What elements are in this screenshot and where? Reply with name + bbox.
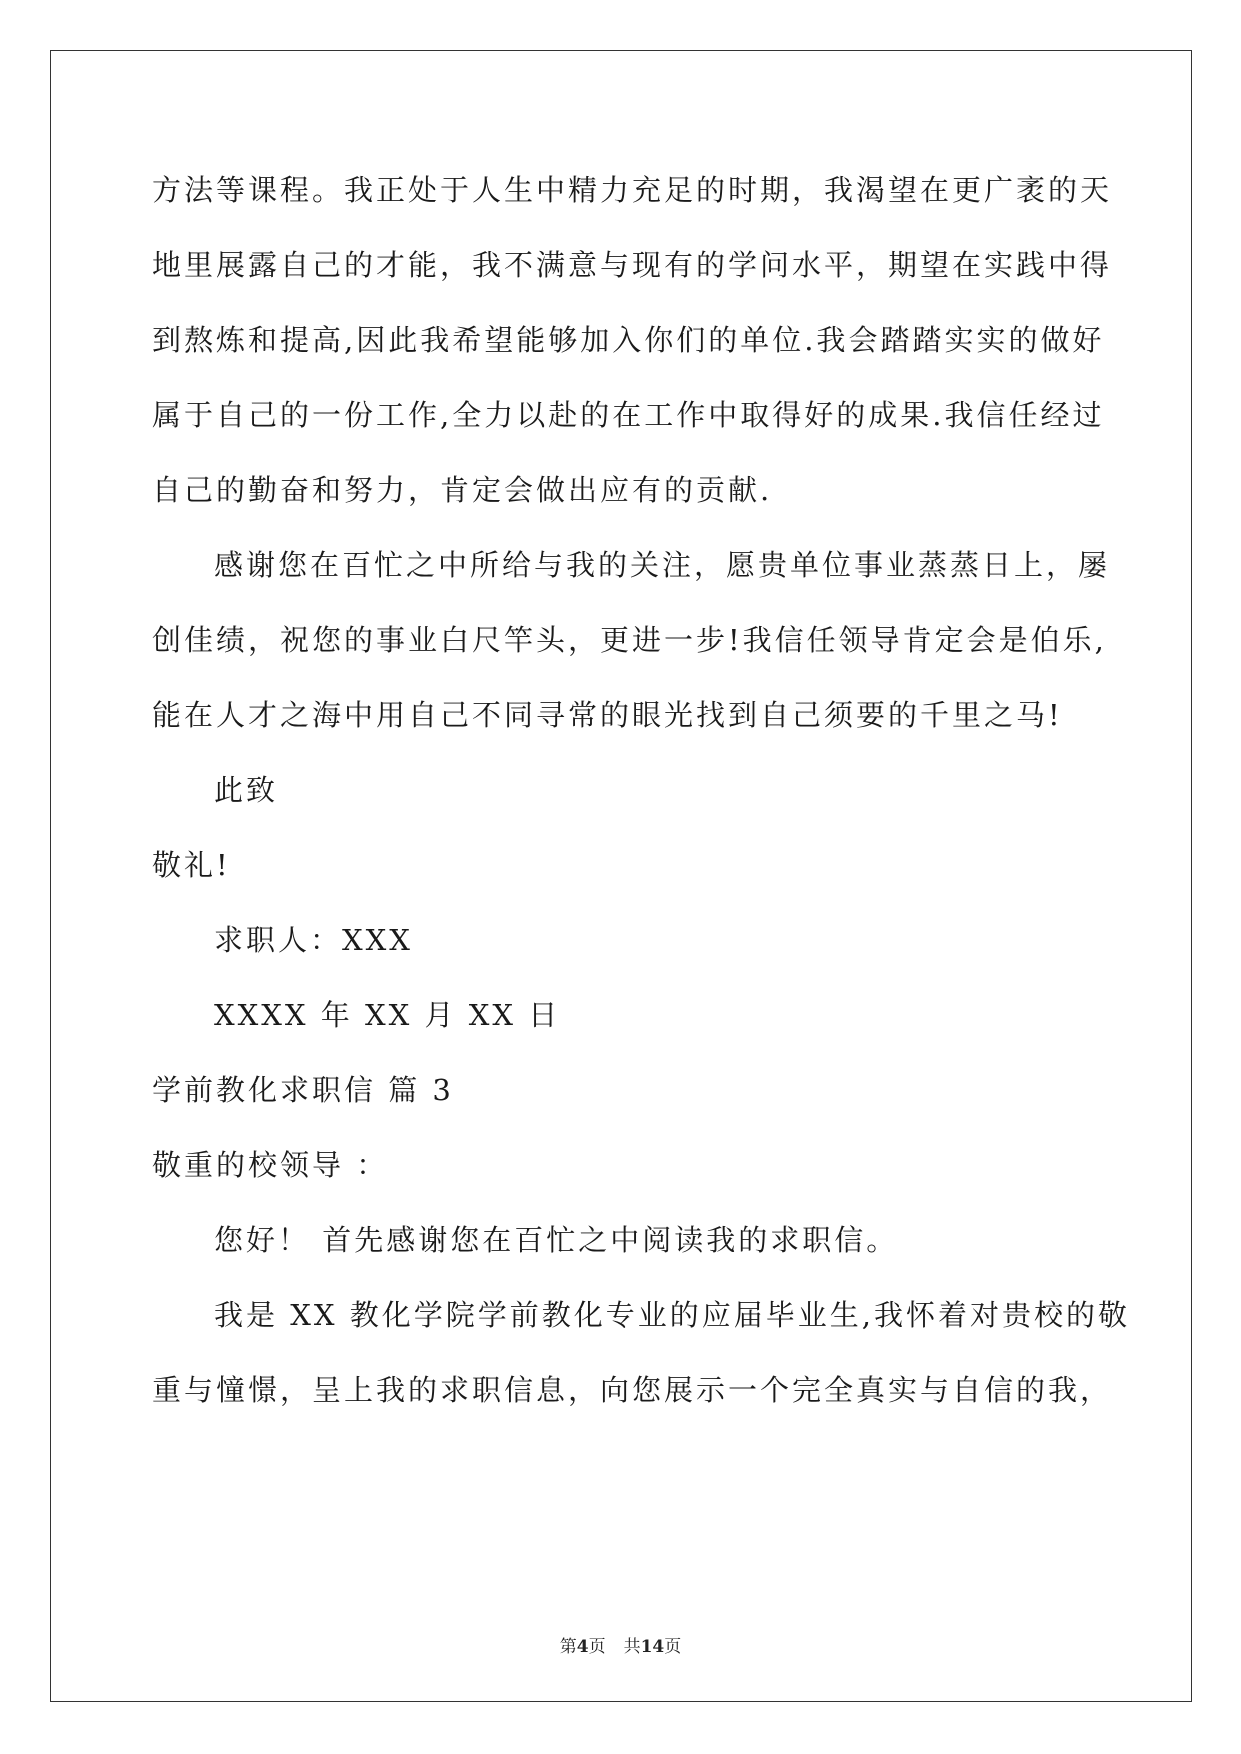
footer-total-suffix: 页 [664, 1637, 682, 1657]
body-text-line: 地里展露自己的才能，我不满意与现有的学问水平，期望在实践中得 [152, 248, 1113, 282]
applicant-signature: 求职人：XXX [214, 923, 413, 957]
body-text-line: 到熬炼和提高,因此我希望能够加入你们的单位.我会踏踏实实的做好 [152, 323, 1105, 357]
closing-salutation: 此致 [214, 773, 279, 807]
footer-prefix: 第 [559, 1637, 577, 1657]
body-text-line: 我是 XX 教化学院学前教化专业的应届毕业生,我怀着对贵校的敬 [214, 1298, 1130, 1332]
body-text-line: 感谢您在百忙之中所给与我的关注，愿贵单位事业蒸蒸日上，屡 [214, 548, 1111, 582]
page-footer [0, 1636, 1241, 1658]
footer-total-prefix: 共 [623, 1637, 641, 1657]
current-page-number: 4 [576, 1637, 589, 1657]
body-text-line: 您好！ 首先感谢您在百忙之中阅读我的求职信。 [214, 1223, 899, 1257]
total-pages-number: 14 [640, 1637, 665, 1657]
body-text-line: 能在人才之海中用自己不同寻常的眼光找到自己须要的千里之马! [152, 698, 1063, 732]
body-text-line: 自己的勤奋和努力，肯定会做出应有的贡献. [152, 473, 773, 507]
closing-regards: 敬礼! [152, 848, 231, 882]
letter-greeting: 敬重的校领导 ： [152, 1148, 389, 1182]
footer-page-suffix: 页 [588, 1637, 606, 1657]
body-text-line: 创佳绩，祝您的事业白尺竿头，更进一步!我信任领导肯定会是伯乐, [152, 623, 1107, 657]
letter-date: XXXX 年 XX 月 XX 日 [214, 998, 561, 1032]
section-heading: 学前教化求职信 篇 3 [152, 1073, 454, 1107]
body-text-line: 重与憧憬，呈上我的求职信息，向您展示一个完全真实与自信的我， [152, 1373, 1113, 1407]
body-text-line: 方法等课程。我正处于人生中精力充足的时期，我渴望在更广袤的天 [152, 173, 1113, 207]
body-text-line: 属于自己的一份工作,全力以赴的在工作中取得好的成果.我信任经过 [152, 398, 1105, 432]
